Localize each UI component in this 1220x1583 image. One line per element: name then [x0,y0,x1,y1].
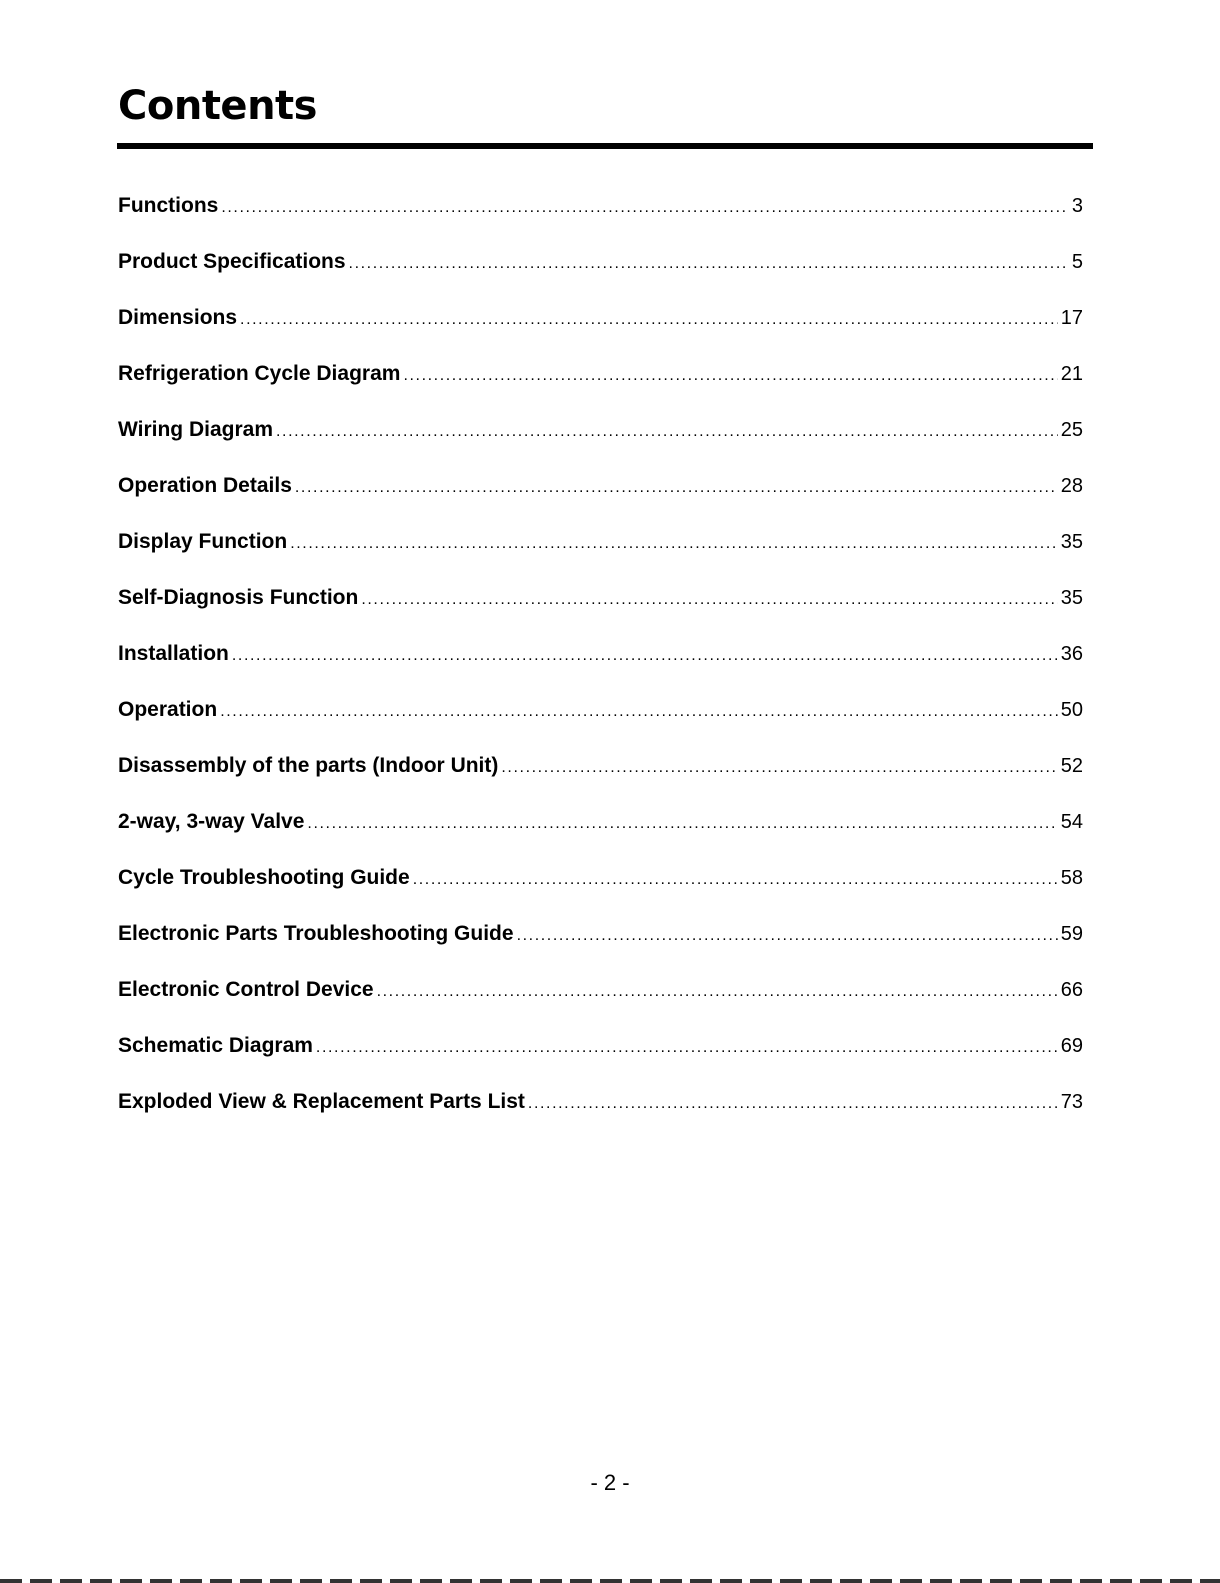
toc-entry-operation[interactable] [118,698,1083,754]
toc-page-number: 36 [1060,643,1083,665]
toc-page-number: 25 [1060,419,1083,441]
toc-entry-disassembly-indoor-unit[interactable] [118,754,1083,810]
dot-leader [316,1036,1058,1060]
toc-title: Exploded View & Replacement Parts List [118,1090,525,1113]
toc-title: Wiring Diagram [118,418,273,441]
dot-leader [361,588,1057,612]
toc-page-number: 17 [1060,307,1083,329]
page-footer-number: - 2 - [590,1470,630,1495]
toc-title: Installation [118,642,229,665]
toc-title: Electronic Control Device [118,978,374,1001]
dot-leader [501,756,1057,780]
toc-title: Self-Diagnosis Function [118,586,359,609]
toc-entry-electronic-parts-troubleshooting[interactable] [118,922,1083,978]
dot-leader [220,700,1058,724]
toc-title: Cycle Troubleshooting Guide [118,866,410,889]
page-title: Contents [118,83,317,129]
toc-entry-dimensions[interactable] [118,306,1083,362]
dot-leader [403,364,1057,388]
dot-leader [290,532,1058,556]
dot-leader [517,924,1058,948]
toc-title: Product Specifications [118,250,346,273]
toc-entry-exploded-view-parts-list[interactable] [118,1090,1083,1146]
toc-title: Functions [118,194,219,217]
toc-entry-refrigeration-cycle-diagram[interactable] [118,362,1083,418]
dot-leader [413,868,1058,892]
page-bottom-border [0,1579,1220,1583]
dot-leader [276,420,1058,444]
toc-entry-self-diagnosis-function[interactable] [118,586,1083,642]
toc-title: Dimensions [118,306,238,329]
dot-leader [307,812,1057,836]
toc-entry-cycle-troubleshooting[interactable] [118,866,1083,922]
toc-title: Disassembly of the parts (Indoor Unit) [118,754,499,777]
dot-leader [232,644,1058,668]
title-rule [117,143,1093,149]
toc-entry-schematic-diagram[interactable] [118,1034,1083,1090]
toc-entry-valves[interactable] [118,810,1083,866]
toc-entry-electronic-control-device[interactable] [118,978,1083,1034]
toc-page-number: 35 [1060,587,1083,609]
toc-title: Operation [118,698,218,721]
toc-entry-wiring-diagram[interactable] [118,418,1083,474]
toc-page-number: 54 [1060,811,1083,833]
toc-page-number: 73 [1060,1091,1083,1113]
dot-leader [377,980,1058,1004]
table-of-contents [118,194,1083,1146]
dot-leader [528,1092,1058,1116]
toc-page-number: 52 [1060,755,1083,777]
toc-entry-functions[interactable] [118,194,1083,250]
dot-leader [349,252,1069,276]
toc-page-number: 66 [1060,979,1083,1001]
toc-entry-display-function[interactable] [118,530,1083,586]
toc-page-number: 35 [1060,531,1083,553]
toc-title: 2-way, 3-way Valve [118,810,305,833]
toc-page-number: 58 [1060,867,1083,889]
dot-leader [240,308,1058,332]
toc-title: Electronic Parts Troubleshooting Guide [118,922,514,945]
toc-title: Operation Details [118,474,292,497]
toc-entry-product-specifications[interactable] [118,250,1083,306]
toc-page-number: 3 [1071,195,1083,217]
dot-leader [295,476,1058,500]
toc-title: Schematic Diagram [118,1034,313,1057]
toc-page-number: 50 [1060,699,1083,721]
toc-entry-operation-details[interactable] [118,474,1083,530]
toc-title: Refrigeration Cycle Diagram [118,362,401,385]
toc-entry-installation[interactable] [118,642,1083,698]
toc-page-number: 5 [1071,251,1083,273]
toc-title: Display Function [118,530,288,553]
toc-page-number: 59 [1060,923,1083,945]
toc-page-number: 21 [1060,363,1083,385]
dot-leader [221,196,1069,220]
toc-page-number: 28 [1060,475,1083,497]
toc-page-number: 69 [1060,1035,1083,1057]
